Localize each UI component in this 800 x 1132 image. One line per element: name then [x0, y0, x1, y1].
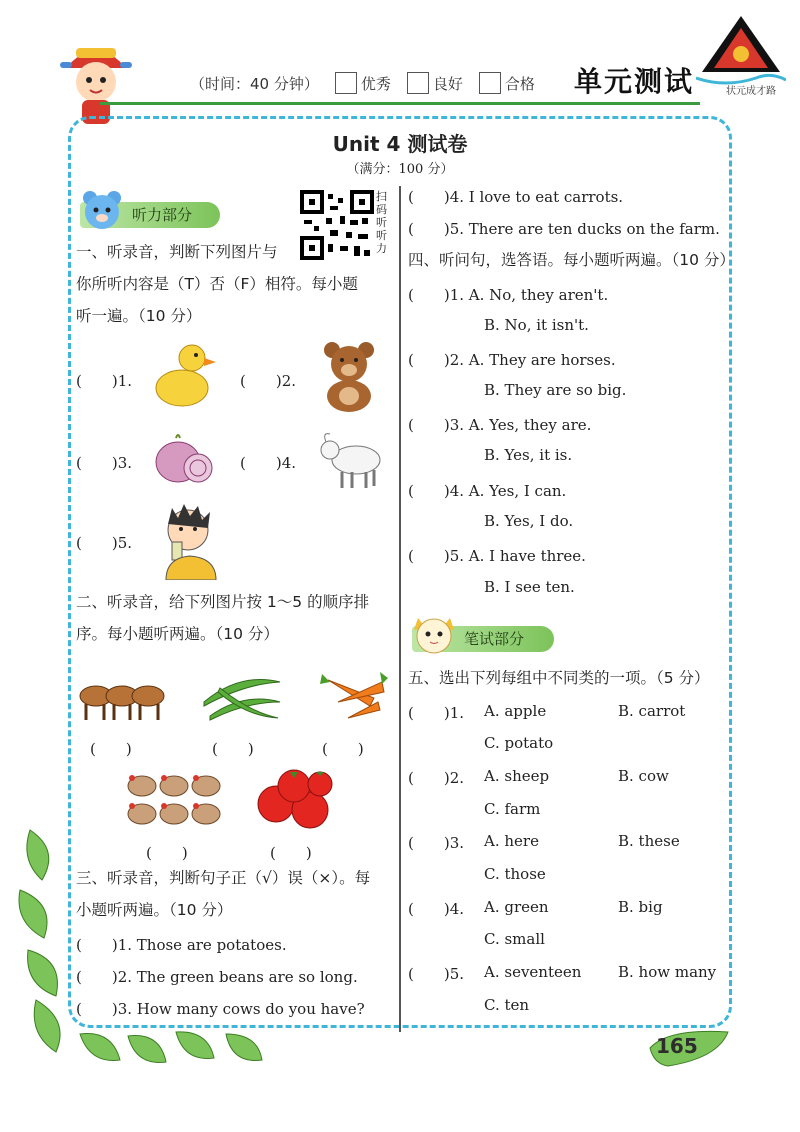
paper-title: Unit 4 测试卷 — [332, 132, 468, 156]
boy-drinking-icon — [160, 502, 220, 580]
section1-item-2[interactable]: ( )2. — [240, 372, 297, 390]
leaves-decoration-icon — [0, 820, 280, 1080]
section4-item-2-b[interactable]: B. They are so big. — [484, 381, 627, 399]
section3-item-1[interactable]: ( )1. Those are potatoes. — [76, 936, 287, 954]
section5-item-2-number[interactable]: ( )2. — [408, 769, 465, 787]
writing-banner — [412, 626, 554, 652]
bear-mascot-icon — [78, 188, 126, 232]
page-number: 165 — [656, 1034, 698, 1058]
section2-blank-2[interactable]: ( ) — [212, 740, 254, 758]
section1-item-5[interactable]: ( )5. — [76, 534, 133, 552]
mascot-icon — [46, 38, 146, 128]
section5-item-3-b[interactable]: B. these — [618, 832, 680, 850]
section5-item-5-c[interactable]: C. ten — [484, 996, 530, 1014]
section1-heading-line3: 听一遍。（10 分） — [76, 307, 202, 325]
section5-item-3-number[interactable]: ( )3. — [408, 834, 465, 852]
section4-item-4-b[interactable]: B. Yes, I do. — [484, 512, 574, 530]
section5-item-2-c[interactable]: C. farm — [484, 800, 541, 818]
section3-heading-line2: 小题听两遍。（10 分） — [76, 901, 233, 919]
section4-item-1-a[interactable]: ( )1. A. No, they aren't. — [408, 286, 609, 304]
section3-item-5[interactable]: ( )5. There are ten ducks on the farm. — [408, 220, 720, 238]
onion-icon — [152, 432, 216, 486]
section2-blank-1[interactable]: ( ) — [90, 740, 132, 758]
section4-item-4-a[interactable]: ( )4. A. Yes, I can. — [408, 482, 567, 500]
section4-item-2-a[interactable]: ( )2. A. They are horses. — [408, 351, 616, 369]
listening-banner-label: 听力部分 — [132, 206, 193, 224]
qr-label: 扫码听听力 — [376, 190, 387, 255]
horses-icon — [74, 668, 170, 724]
section4-item-3-a[interactable]: ( )3. A. Yes, they are. — [408, 416, 592, 434]
section5-item-3-a[interactable]: A. here — [484, 832, 539, 850]
time-label: （时间：40 分钟） — [190, 74, 319, 93]
section2-heading-line2: 序。每小题听两遍。（10 分） — [76, 625, 279, 643]
section5-item-5-number[interactable]: ( )5. — [408, 965, 465, 983]
section1-item-3[interactable]: ( )3. — [76, 454, 133, 472]
badge-text: 状元成才路 — [726, 86, 776, 97]
section5-item-1-c[interactable]: C. potato — [484, 734, 554, 752]
section2-blank-5[interactable]: ( ) — [270, 844, 312, 862]
section4-item-5-a[interactable]: ( )5. A. I have three. — [408, 547, 586, 565]
qr-code-icon[interactable] — [300, 190, 374, 260]
section5-item-1-number[interactable]: ( )1. — [408, 704, 465, 722]
goat-icon — [318, 430, 384, 490]
section5-item-4-c[interactable]: C. small — [484, 930, 545, 948]
section3-heading-line1: 三、听录音，判断句子正（√）误（×）。每 — [76, 869, 371, 887]
section5-item-4-number[interactable]: ( )4. — [408, 900, 465, 918]
section3-item-3[interactable]: ( )3. How many cows do you have? — [76, 1000, 365, 1018]
unit-test-title: 单元测试 — [574, 65, 695, 98]
section5-item-4-b[interactable]: B. big — [618, 898, 663, 916]
section3-item-2[interactable]: ( )2. The green beans are so long. — [76, 968, 358, 986]
header-divider — [100, 102, 700, 105]
grade-label-1: 优秀 — [360, 74, 391, 93]
section5-item-5-a[interactable]: A. seventeen — [484, 963, 582, 981]
grade-checkbox-3[interactable] — [479, 72, 501, 94]
section5-item-1-b[interactable]: B. carrot — [618, 702, 686, 720]
section2-blank-4[interactable]: ( ) — [146, 844, 188, 862]
section4-item-5-b[interactable]: B. I see ten. — [484, 578, 575, 596]
column-divider — [399, 186, 401, 1032]
writing-banner-label: 笔试部分 — [464, 630, 525, 648]
section5-heading: 五、选出下列每组中不同类的一项。（5 分） — [408, 669, 710, 687]
grade-label-2: 良好 — [432, 74, 463, 93]
section2-heading-line1: 二、听录音，给下列图片按 1～5 的顺序排 — [76, 593, 370, 611]
section5-item-4-a[interactable]: A. green — [484, 898, 549, 916]
duck-icon — [152, 340, 216, 410]
header — [0, 0, 800, 110]
listening-banner — [80, 202, 220, 228]
grade-checkbox-2[interactable] — [407, 72, 429, 94]
section3-item-4[interactable]: ( )4. I love to eat carrots. — [408, 188, 624, 206]
green-beans-icon — [200, 672, 284, 724]
section4-item-1-b[interactable]: B. No, it isn't. — [484, 316, 589, 334]
bear-icon — [320, 340, 378, 414]
section1-heading-line1: 一、听录音，判断下列图片与 — [76, 243, 278, 261]
section5-item-2-a[interactable]: A. sheep — [484, 767, 550, 785]
section5-item-3-c[interactable]: C. those — [484, 865, 546, 883]
logo-badge-icon — [696, 14, 786, 98]
cat-mascot-icon — [410, 612, 458, 656]
section5-item-1-a[interactable]: A. apple — [484, 702, 547, 720]
carrots-icon — [318, 662, 388, 728]
section4-heading: 四、听问句，选答语。每小题听两遍。（10 分） — [408, 251, 735, 269]
grade-checkbox-1[interactable] — [335, 72, 357, 94]
grading-row — [190, 72, 535, 94]
paper-subtitle: （满分：100 分） — [346, 162, 454, 177]
section2-blank-3[interactable]: ( ) — [322, 740, 364, 758]
section4-item-3-b[interactable]: B. Yes, it is. — [484, 446, 573, 464]
grade-label-3: 合格 — [504, 74, 535, 93]
section1-item-1[interactable]: ( )1. — [76, 372, 133, 390]
section1-item-4[interactable]: ( )4. — [240, 454, 297, 472]
section5-item-2-b[interactable]: B. cow — [618, 767, 669, 785]
section5-item-5-b[interactable]: B. how many — [618, 963, 717, 981]
section1-heading-line2: 你所听内容是（T）否（F）相符。每小题 — [76, 275, 358, 293]
